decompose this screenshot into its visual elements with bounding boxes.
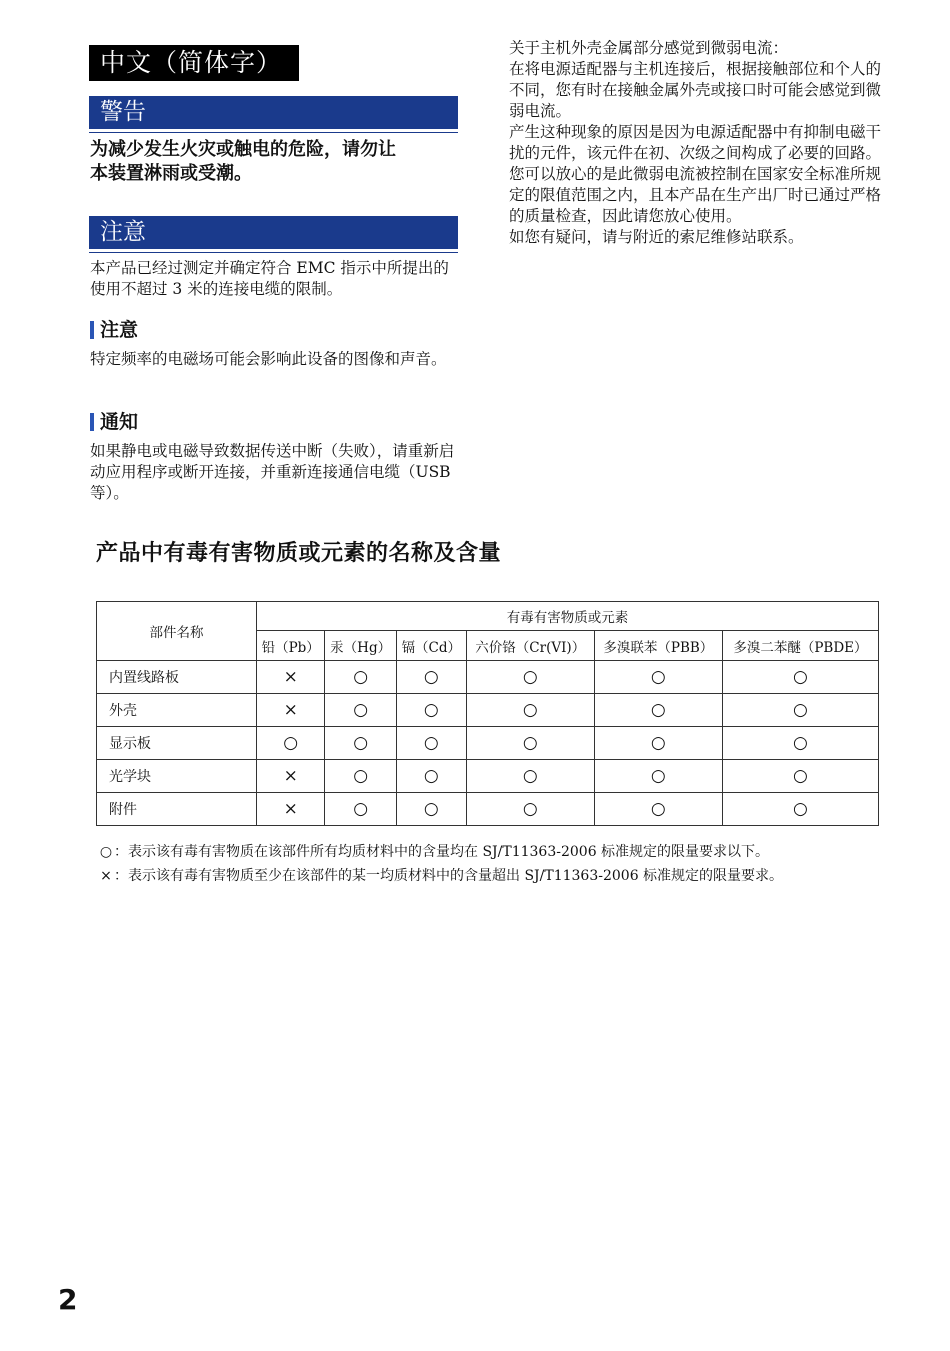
substance-cell: ○	[396, 793, 466, 826]
column-header: 六价铬（Cr(VI)）	[466, 631, 594, 661]
substance-cell: ○	[594, 694, 722, 727]
right-paragraph: 在将电源适配器与主机连接后，根据接触部位和个人的不同，您有时在接触金属外壳或接口时可能会感觉到微弱电流。	[509, 60, 882, 120]
table-row	[97, 760, 879, 793]
legend-text: ：表示该有毒有害物质在该部件所有均质材料中的含量均在 SJ/T11363-2006 标准规定的限量要求以下。	[114, 844, 770, 860]
part-name-cell: 附件	[97, 793, 257, 826]
substance-cell: ○	[396, 694, 466, 727]
column-header: 铅（Pb）	[257, 631, 325, 661]
warning-text-line-1: 为减少发生火灾或触电的危险，请勿让	[90, 139, 396, 160]
substance-cell: ○	[257, 727, 325, 760]
substance-cell: ○	[325, 760, 397, 793]
substance-cell: ○	[396, 661, 466, 694]
substance-cell: ×	[257, 793, 325, 826]
right-paragraph: 关于主机外壳金属部分感觉到微弱电流：	[509, 39, 789, 57]
substance-cell: ○	[466, 727, 594, 760]
column-header: 汞（Hg）	[325, 631, 397, 661]
caution-heading: 注意	[89, 216, 458, 249]
substance-cell: ○	[466, 760, 594, 793]
substance-cell: ○	[466, 694, 594, 727]
warning-text	[90, 138, 462, 186]
table-row	[97, 694, 879, 727]
substance-cell: ×	[257, 661, 325, 694]
group-header: 有毒有害物质或元素	[257, 602, 879, 631]
table-body	[97, 661, 879, 826]
row-header: 部件名称	[97, 602, 257, 661]
substance-cell: ○	[466, 793, 594, 826]
circle-icon: ○	[99, 844, 113, 860]
notice-text-2: 如果静电或电磁导致数据传送中断（失败），请重新启动应用程序或断开连接，并重新连接通信电缆（USB 等）。	[90, 442, 455, 502]
right-paragraph: 产生这种现象的原因是因为电源适配器中有抑制电磁干扰的元件，该元件在初、次级之间构成了必要的回路。	[509, 123, 882, 162]
column-header: 多溴联苯（PBB）	[594, 631, 722, 661]
table-row	[97, 727, 879, 760]
notice-heading-1: 注意	[90, 318, 138, 342]
substance-cell: ○	[722, 727, 878, 760]
substance-cell: ○	[325, 661, 397, 694]
substance-cell: ○	[722, 694, 878, 727]
notice-heading-2: 通知	[90, 410, 138, 434]
substance-cell: ○	[325, 793, 397, 826]
substance-cell: ○	[466, 661, 594, 694]
substance-cell: ○	[594, 727, 722, 760]
language-tag: 中文（简体字）	[89, 45, 299, 81]
cross-icon: ×	[100, 868, 112, 884]
substance-cell: ○	[594, 760, 722, 793]
part-name-cell: 外壳	[97, 694, 257, 727]
substance-cell: ×	[257, 760, 325, 793]
hazardous-substance-table	[96, 601, 879, 826]
legend-item	[98, 866, 783, 886]
part-name-cell: 光学块	[97, 760, 257, 793]
legend-item	[98, 842, 769, 862]
part-name-cell: 内置线路板	[97, 661, 257, 694]
right-paragraph: 如您有疑问，请与附近的索尼维修站联系。	[509, 228, 804, 246]
part-name-cell: 显示板	[97, 727, 257, 760]
table-row	[97, 661, 879, 694]
page-number: 2	[58, 1283, 78, 1316]
substance-cell: ×	[257, 694, 325, 727]
warning-text-line-2: 本装置淋雨或受潮。	[90, 163, 252, 184]
notice-text-1: 特定频率的电磁场可能会影响此设备的图像和声音。	[90, 350, 447, 368]
table-title: 产品中有毒有害物质或元素的名称及含量	[96, 541, 502, 566]
substance-cell: ○	[594, 661, 722, 694]
substance-cell: ○	[722, 760, 878, 793]
substance-cell: ○	[594, 793, 722, 826]
right-column	[509, 38, 881, 248]
substance-cell: ○	[325, 694, 397, 727]
substance-cell: ○	[722, 793, 878, 826]
substance-cell: ○	[722, 661, 878, 694]
substance-cell: ○	[396, 727, 466, 760]
legend-text: ：表示该有毒有害物质至少在该部件的某一均质材料中的含量超出 SJ/T11363-2006 标准规定的限量要求。	[114, 868, 784, 884]
caution-text: 本产品已经过测定并确定符合 EMC 指示中所提出的使用不超过 3 米的连接电缆的限制。	[90, 259, 449, 298]
warning-heading: 警告	[89, 96, 458, 129]
table-row	[97, 793, 879, 826]
substance-cell: ○	[396, 760, 466, 793]
column-header: 镉（Cd）	[396, 631, 466, 661]
right-paragraph: 您可以放心的是此微弱电流被控制在国家安全标准所规定的限值范围之内，且本产品在生产出厂时已通过严格的质量检查，因此请您放心使用。	[509, 165, 882, 225]
column-header: 多溴二苯醚（PBDE）	[722, 631, 878, 661]
substance-cell: ○	[325, 727, 397, 760]
